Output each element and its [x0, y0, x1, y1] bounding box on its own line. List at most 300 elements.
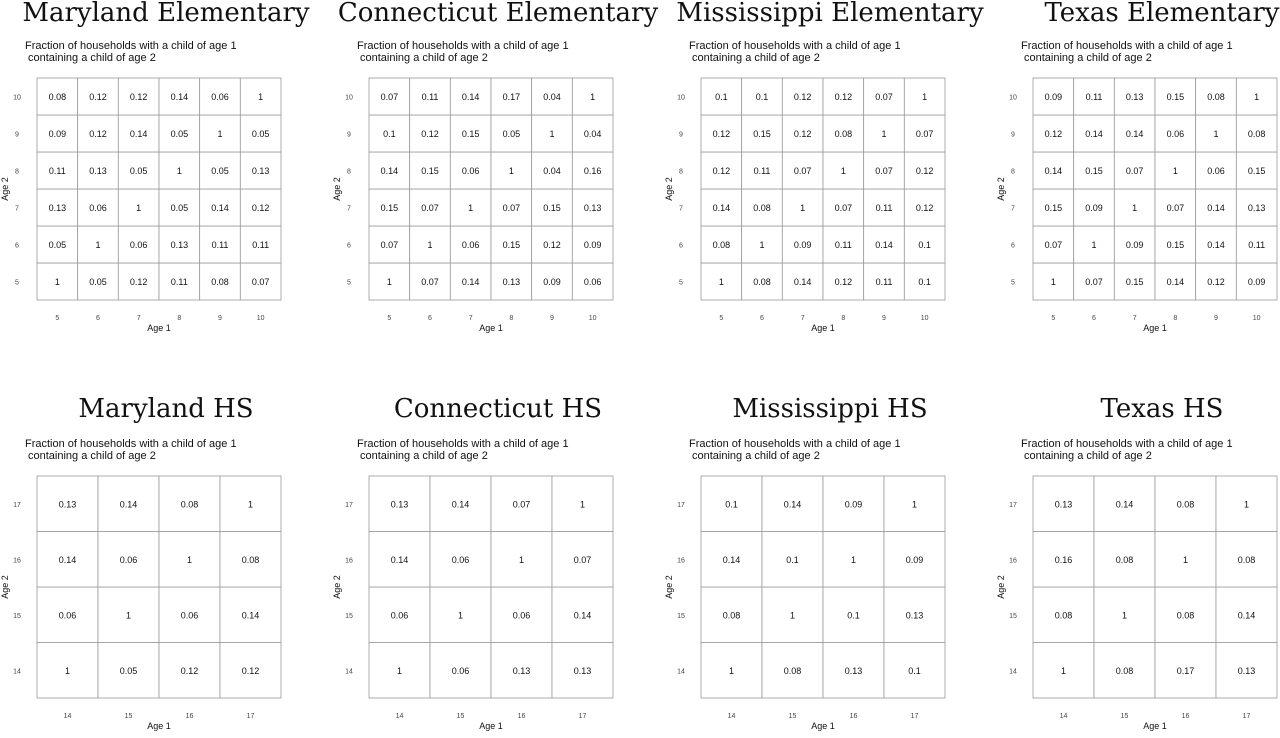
cell-value: 0.09	[1044, 92, 1063, 102]
cell-value: 0.12	[241, 665, 260, 676]
cell-value: 1	[186, 554, 193, 565]
x-tick-label: 10	[1252, 315, 1261, 322]
cell-value: 0.12	[712, 129, 731, 139]
cell-value: 1	[1060, 665, 1067, 676]
cell-value: 1	[840, 166, 846, 176]
chart-title: Mississippi HS	[732, 394, 928, 424]
cell-value: 0.12	[89, 129, 107, 139]
y-tick-label: 8	[679, 168, 683, 176]
cell-value: 0.11	[834, 240, 852, 250]
x-axis-label: Age 1	[811, 721, 835, 731]
y-tick-label: 7	[1011, 205, 1015, 213]
x-tick-label: 8	[509, 315, 514, 322]
cell-value: 0.05	[251, 129, 270, 139]
cell-value: 0.14	[461, 277, 480, 287]
y-tick-label: 6	[347, 242, 351, 250]
cell-value: 0.15	[1125, 277, 1144, 287]
cell-value: 0.12	[793, 92, 812, 102]
cell-value: 0.06	[1207, 166, 1225, 176]
y-tick-label: 10	[1009, 94, 1017, 102]
cell-value: 0.12	[712, 166, 731, 176]
x-tick-label: 8	[177, 315, 182, 322]
cell-value: 0.07	[573, 554, 592, 565]
y-tick-label: 9	[1011, 131, 1015, 139]
cell-value: 0.12	[1044, 129, 1063, 139]
x-tick-label: 14	[1059, 713, 1068, 720]
cell-value: 0.08	[783, 665, 802, 676]
chart-panel-texas-elementary	[996, 0, 1280, 366]
cell-value: 0.08	[180, 499, 199, 510]
x-tick-label: 9	[1214, 315, 1218, 322]
cell-value: 0.08	[1247, 129, 1266, 139]
cell-value: 1	[549, 129, 555, 139]
cell-value: 0.14	[461, 92, 480, 102]
y-tick-label: 16	[13, 557, 21, 565]
cell-value: 1	[718, 277, 724, 287]
cell-value: 0.07	[512, 499, 531, 510]
cell-value: 0.06	[1166, 129, 1185, 139]
cell-value: 0.14	[712, 203, 731, 213]
y-tick-label: 9	[347, 131, 351, 139]
cell-value: 0.14	[1115, 499, 1134, 510]
y-tick-label: 17	[13, 501, 21, 509]
cell-value: 0.15	[1085, 166, 1103, 176]
cell-value: 0.14	[1207, 240, 1225, 250]
cell-value: 0.1	[383, 129, 396, 139]
cell-value: 0.06	[58, 610, 77, 621]
x-tick-label: 6	[96, 315, 100, 322]
y-axis-label: Age 2	[0, 575, 10, 599]
cell-value: 1	[136, 203, 142, 213]
y-tick-label: 9	[679, 131, 683, 139]
cell-value: 0.14	[1085, 129, 1103, 139]
x-axis-label: Age 1	[479, 323, 503, 333]
y-axis-label: Age 2	[996, 575, 1006, 599]
cell-value: 0.15	[421, 166, 439, 176]
y-tick-label: 10	[345, 94, 353, 102]
cell-value: 0.12	[129, 277, 148, 287]
cell-value: 0.06	[461, 166, 480, 176]
y-tick-label: 6	[679, 242, 683, 250]
cell-value: 1	[1132, 203, 1138, 213]
cell-value: 0.1	[908, 665, 921, 676]
y-tick-label: 7	[347, 205, 351, 213]
cell-value: 1	[457, 610, 464, 621]
y-tick-label: 9	[15, 131, 19, 139]
cell-value: 0.13	[170, 240, 189, 250]
x-tick-label: 6	[760, 315, 764, 322]
y-tick-label: 15	[13, 612, 21, 620]
cell-value: 0.11	[875, 277, 893, 287]
x-axis-label: Age 1	[479, 721, 503, 731]
cell-value: 1	[1213, 129, 1219, 139]
cell-value: 0.14	[1125, 129, 1144, 139]
cell-value: 1	[247, 499, 254, 510]
chart-subtitle-line1: Fraction of households with a child of age 1	[25, 40, 237, 52]
cell-value: 0.14	[1237, 610, 1256, 621]
y-tick-label: 16	[1009, 557, 1017, 565]
cell-value: 0.15	[380, 203, 399, 213]
cell-value: 0.1	[918, 277, 931, 287]
chart-title: Connecticut Elementary	[337, 0, 659, 28]
cell-value: 1	[64, 665, 71, 676]
cell-value: 0.08	[712, 240, 731, 250]
y-tick-label: 5	[1011, 279, 1015, 287]
cell-value: 1	[176, 166, 182, 176]
y-tick-label: 17	[345, 501, 353, 509]
cell-value: 1	[1121, 610, 1128, 621]
chart-subtitle-line2: containing a child of age 2	[1024, 52, 1152, 64]
chart-subtitle-line2: containing a child of age 2	[692, 52, 820, 64]
cell-value: 1	[427, 240, 433, 250]
cell-value: 0.14	[170, 92, 189, 102]
x-tick-label: 5	[55, 315, 60, 322]
y-tick-label: 14	[345, 668, 353, 676]
cell-value: 0.08	[722, 610, 741, 621]
chart-subtitle-line1: Fraction of households with a child of age 1	[357, 438, 569, 450]
cell-value: 0.13	[58, 499, 77, 510]
chart-subtitle-line2: containing a child of age 2	[692, 450, 820, 462]
chart-subtitle-line1: Fraction of households with a child of age 1	[1021, 40, 1233, 52]
cell-value: 1	[728, 665, 735, 676]
cell-value: 0.12	[251, 203, 270, 213]
chart-panel-maryland-hs	[0, 366, 332, 733]
cell-value: 0.14	[722, 554, 741, 565]
chart-subtitle-line1: Fraction of households with a child of age 1	[357, 40, 569, 52]
cell-value: 0.14	[211, 203, 229, 213]
cell-value: 0.05	[170, 129, 189, 139]
y-axis-label: Age 2	[664, 575, 674, 599]
cell-value: 0.11	[1085, 92, 1103, 102]
x-tick-label: 5	[719, 315, 724, 322]
cell-value: 0.15	[1044, 203, 1063, 213]
cell-value: 1	[1172, 166, 1178, 176]
y-tick-label: 8	[347, 168, 351, 176]
cell-value: 0.08	[1115, 554, 1134, 565]
cell-value: 0.08	[241, 554, 260, 565]
cell-value: 0.07	[380, 240, 399, 250]
cell-value: 0.15	[543, 203, 561, 213]
cell-value: 0.09	[1085, 203, 1103, 213]
cell-value: 0.08	[1054, 610, 1073, 621]
cell-value: 0.12	[1207, 277, 1225, 287]
cell-value: 0.12	[915, 203, 934, 213]
cell-value: 0.11	[875, 203, 893, 213]
y-axis-label: Age 2	[664, 177, 674, 201]
cell-value: 0.14	[451, 499, 470, 510]
chart-subtitle-line1: Fraction of households with a child of age 1	[689, 438, 901, 450]
cell-value: 0.1	[755, 92, 769, 102]
cell-value: 0.14	[58, 554, 77, 565]
cell-value: 0.08	[1207, 92, 1225, 102]
chart-title: Texas Elementary	[1044, 0, 1280, 28]
chart-subtitle-line1: Fraction of households with a child of age 1	[689, 40, 901, 52]
x-tick-label: 7	[800, 315, 805, 322]
cell-value: 0.09	[543, 277, 561, 287]
cell-value: 1	[468, 203, 474, 213]
cell-value: 0.08	[753, 277, 771, 287]
cell-value: 0.16	[1054, 554, 1073, 565]
chart-panel-mississippi-hs	[664, 366, 996, 733]
cell-value: 0.13	[573, 665, 592, 676]
cell-value: 0.13	[251, 166, 270, 176]
x-tick-label: 15	[1120, 713, 1129, 720]
chart-subtitle-line2: containing a child of age 2	[360, 52, 488, 64]
x-axis-label: Age 1	[147, 323, 171, 333]
chart-subtitle-line2: containing a child of age 2	[1024, 450, 1152, 462]
chart-title: Connecticut HS	[393, 394, 603, 424]
x-tick-label: 17	[578, 713, 587, 720]
x-tick-label: 14	[727, 713, 736, 720]
x-tick-label: 17	[910, 713, 919, 720]
x-axis-label: Age 1	[147, 721, 171, 731]
y-tick-label: 15	[1009, 612, 1017, 620]
cell-value: 0.06	[89, 203, 107, 213]
cell-value: 0.13	[48, 203, 67, 213]
cell-value: 1	[54, 277, 60, 287]
y-tick-label: 5	[347, 279, 351, 287]
cell-value: 0.05	[129, 166, 148, 176]
cell-value: 0.13	[844, 665, 863, 676]
cell-value: 1	[386, 277, 392, 287]
cell-value: 0.06	[180, 610, 199, 621]
cell-value: 0.1	[715, 92, 728, 102]
chart-panel-connecticut-elementary	[332, 0, 664, 366]
cell-value: 0.04	[543, 92, 561, 102]
x-tick-label: 16	[185, 713, 194, 720]
cell-value: 0.05	[119, 665, 138, 676]
y-axis-label: Age 2	[332, 177, 342, 201]
y-axis-label: Age 2	[332, 575, 342, 599]
cell-value: 1	[800, 203, 806, 213]
y-tick-label: 16	[345, 557, 353, 565]
x-axis-label: Age 1	[1143, 323, 1167, 333]
x-tick-label: 10	[920, 315, 929, 322]
x-tick-label: 10	[256, 315, 265, 322]
cell-value: 0.07	[251, 277, 270, 287]
cell-value: 0.06	[451, 554, 470, 565]
y-tick-label: 16	[677, 557, 685, 565]
cell-value: 0.14	[119, 499, 138, 510]
x-tick-label: 8	[1173, 315, 1178, 322]
x-tick-label: 14	[395, 713, 404, 720]
cell-value: 0.12	[834, 92, 853, 102]
cell-value: 0.11	[252, 240, 270, 250]
cell-value: 1	[881, 129, 887, 139]
cell-value: 0.15	[1247, 166, 1266, 176]
cell-value: 0.07	[502, 203, 521, 213]
y-tick-label: 8	[1011, 168, 1015, 176]
cell-value: 0.12	[421, 129, 439, 139]
cell-value: 1	[579, 499, 586, 510]
y-axis-label: Age 2	[0, 177, 10, 201]
cell-value: 1	[759, 240, 765, 250]
cell-value: 0.11	[48, 166, 66, 176]
y-tick-label: 5	[15, 279, 19, 287]
cell-value: 1	[1050, 277, 1056, 287]
cell-value: 0.13	[583, 203, 602, 213]
cell-value: 0.13	[905, 610, 924, 621]
y-tick-label: 6	[1011, 242, 1015, 250]
y-axis-label: Age 2	[996, 177, 1006, 201]
cell-value: 0.08	[1176, 499, 1195, 510]
cell-value: 0.11	[753, 166, 771, 176]
cell-value: 0.07	[793, 166, 812, 176]
cell-value: 0.05	[211, 166, 229, 176]
chart-subtitle-line1: Fraction of households with a child of age 1	[25, 438, 237, 450]
cell-value: 0.09	[844, 499, 863, 510]
chart-panel-maryland-elementary	[0, 0, 332, 366]
cell-value: 0.12	[543, 240, 561, 250]
x-tick-label: 6	[428, 315, 432, 322]
cell-value: 0.15	[461, 129, 480, 139]
x-tick-label: 16	[849, 713, 858, 720]
x-tick-label: 16	[1181, 713, 1190, 720]
x-tick-label: 17	[246, 713, 255, 720]
cell-value: 0.15	[753, 129, 771, 139]
cell-value: 0.06	[583, 277, 602, 287]
cell-value: 1	[1243, 499, 1250, 510]
chart-panel-texas-hs	[996, 366, 1280, 733]
cell-value: 0.07	[380, 92, 399, 102]
x-tick-label: 9	[550, 315, 554, 322]
cell-value: 0.11	[421, 92, 439, 102]
cell-value: 0.12	[915, 166, 934, 176]
x-tick-label: 15	[124, 713, 133, 720]
cell-value: 0.08	[48, 92, 67, 102]
chart-subtitle-line2: containing a child of age 2	[360, 450, 488, 462]
y-tick-label: 14	[677, 668, 685, 676]
x-tick-label: 8	[841, 315, 846, 322]
cell-value: 1	[1254, 92, 1260, 102]
y-tick-label: 10	[13, 94, 21, 102]
cell-value: 0.06	[451, 665, 470, 676]
cell-value: 0.14	[241, 610, 260, 621]
cell-value: 0.05	[502, 129, 521, 139]
x-tick-label: 15	[456, 713, 465, 720]
cell-value: 0.14	[573, 610, 592, 621]
cell-value: 0.13	[390, 499, 409, 510]
chart-subtitle-line2: containing a child of age 2	[28, 450, 156, 462]
cell-value: 0.12	[89, 92, 107, 102]
cell-value: 0.06	[461, 240, 480, 250]
cell-value: 0.13	[1125, 92, 1144, 102]
cell-value: 0.13	[89, 166, 107, 176]
cell-value: 0.08	[834, 129, 853, 139]
x-tick-label: 5	[1051, 315, 1056, 322]
cell-value: 1	[396, 665, 403, 676]
cell-value: 0.06	[512, 610, 531, 621]
cell-value: 0.14	[380, 166, 399, 176]
cell-value: 0.14	[1044, 166, 1063, 176]
cell-value: 0.08	[211, 277, 229, 287]
cell-value: 0.13	[512, 665, 531, 676]
x-tick-label: 10	[588, 315, 597, 322]
cell-value: 0.07	[1166, 203, 1185, 213]
cell-value: 0.08	[753, 203, 771, 213]
cell-value: 1	[789, 610, 796, 621]
cell-value: 0.12	[793, 129, 812, 139]
y-tick-label: 17	[1009, 501, 1017, 509]
x-tick-label: 6	[1092, 315, 1096, 322]
chart-title: Maryland Elementary	[22, 0, 310, 28]
chart-subtitle-line2: containing a child of age 2	[28, 52, 156, 64]
cell-value: 0.09	[583, 240, 602, 250]
x-tick-label: 16	[517, 713, 526, 720]
cell-value: 0.14	[390, 554, 409, 565]
cell-value: 1	[217, 129, 223, 139]
cell-value: 0.07	[875, 92, 893, 102]
chart-title: Texas HS	[1100, 394, 1224, 424]
y-tick-label: 15	[345, 612, 353, 620]
y-tick-label: 7	[679, 205, 683, 213]
cell-value: 0.04	[543, 166, 561, 176]
cell-value: 0.07	[421, 277, 439, 287]
cell-value: 0.14	[1207, 203, 1225, 213]
cell-value: 0.15	[502, 240, 521, 250]
y-tick-label: 8	[15, 168, 19, 176]
cell-value: 0.09	[1125, 240, 1144, 250]
chart-panel-mississippi-elementary	[664, 0, 996, 366]
cell-value: 0.07	[834, 203, 853, 213]
cell-value: 1	[590, 92, 596, 102]
x-tick-label: 9	[882, 315, 886, 322]
cell-value: 0.13	[1237, 665, 1256, 676]
x-axis-label: Age 1	[811, 323, 835, 333]
cell-value: 0.15	[1166, 92, 1185, 102]
x-tick-label: 7	[1132, 315, 1137, 322]
cell-value: 0.12	[180, 665, 199, 676]
x-axis-label: Age 1	[1143, 721, 1167, 731]
cell-value: 0.07	[1085, 277, 1103, 287]
x-tick-label: 17	[1242, 713, 1251, 720]
y-tick-label: 6	[15, 242, 19, 250]
cell-value: 0.08	[1115, 665, 1134, 676]
cell-value: 1	[258, 92, 264, 102]
cell-value: 0.13	[1247, 203, 1266, 213]
cell-value: 1	[1182, 554, 1189, 565]
cell-value: 0.17	[502, 92, 521, 102]
cell-value: 1	[911, 499, 918, 510]
chart-title: Maryland HS	[78, 394, 254, 424]
cell-value: 0.07	[1044, 240, 1063, 250]
y-tick-label: 15	[677, 612, 685, 620]
cell-value: 0.08	[1176, 610, 1195, 621]
y-tick-label: 7	[15, 205, 19, 213]
cell-value: 0.08	[1237, 554, 1256, 565]
cell-value: 0.04	[583, 129, 602, 139]
cell-value: 0.12	[129, 92, 148, 102]
cell-value: 0.14	[783, 499, 802, 510]
cell-value: 0.05	[170, 203, 189, 213]
cell-value: 0.15	[1166, 240, 1185, 250]
y-tick-label: 10	[677, 94, 685, 102]
cell-value: 1	[508, 166, 514, 176]
y-tick-label: 14	[13, 668, 21, 676]
cell-value: 1	[518, 554, 525, 565]
y-tick-label: 17	[677, 501, 685, 509]
cell-value: 1	[125, 610, 132, 621]
cell-value: 0.11	[211, 240, 229, 250]
cell-value: 0.05	[48, 240, 67, 250]
x-tick-label: 5	[387, 315, 392, 322]
cell-value: 0.06	[211, 92, 229, 102]
cell-value: 1	[922, 92, 928, 102]
x-tick-label: 7	[136, 315, 141, 322]
cell-value: 0.14	[1166, 277, 1185, 287]
cell-value: 0.06	[119, 554, 138, 565]
cell-value: 1	[850, 554, 857, 565]
